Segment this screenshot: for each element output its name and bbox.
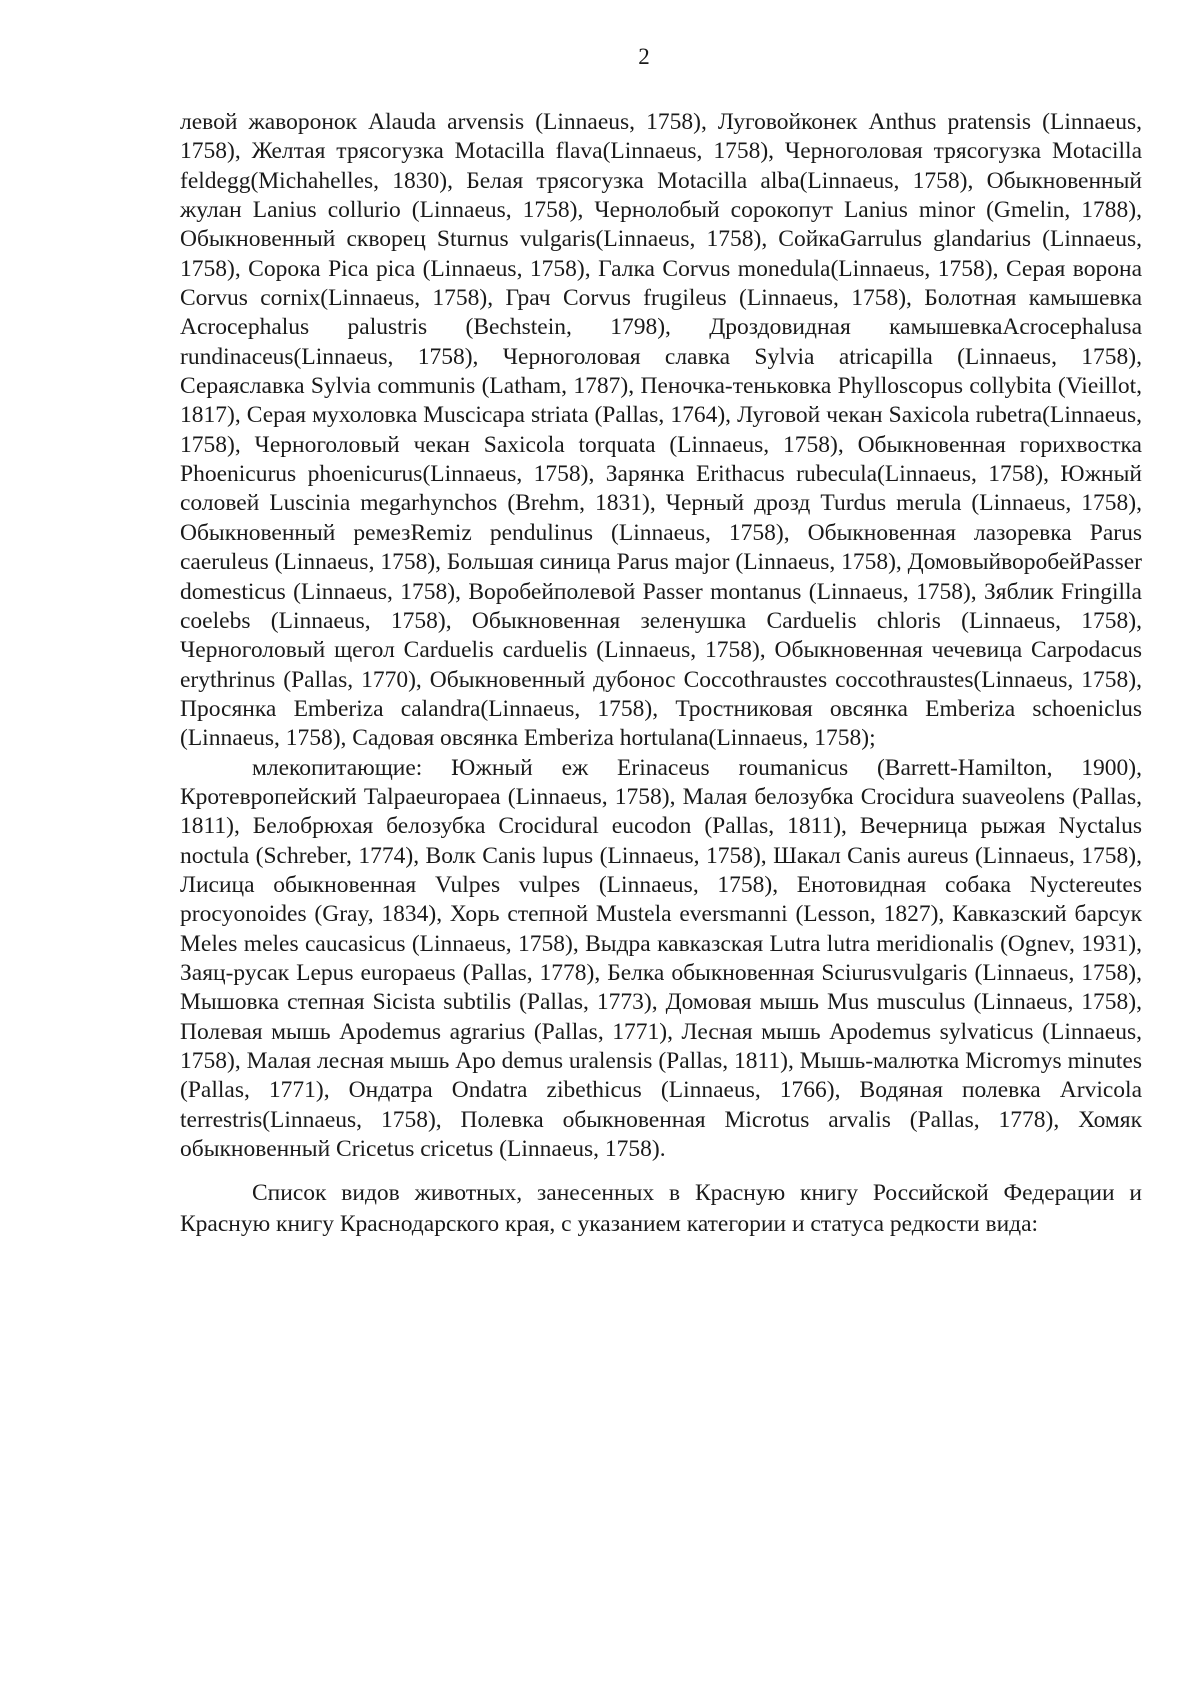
- body-text: [180, 108, 1142, 1239]
- mammals-species-paragraph: млекопитающие: Южный еж Erinaceus roumanicus (Barrett-Hamilton, 1900), Кротевропейский Talpaeuropaea (Linnaeus, 1758), Малая белозубка Crocidura suaveolens (Pallas, 1811), Белобрюхая белозубка Crocidural eucodon (Pallas, 1811), Вечерница рыжая Nyctalus noctula (Schreber, 1774), Волк Canis lupus (Linnaeus, 1758), Шакал Canis aureus (Linnaeus, 1758), Лисица обыкновенная Vulpes vulpes (Linnaeus, 1758), Енотовидная собака Nyctereutes procyonoides (Gray, 1834), Хорь степной Mustela eversmanni (Lesson, 1827), Кавказский барсук Meles meles caucasicus (Linnaeus, 1758), Выдра кавказская Lutra lutra meridionalis (Ognev, 1931), Заяц-русак Lepus europaeus (Pallas, 1778), Белка обыкновенная Sciurusvulgaris (Linnaeus, 1758), Мышовка степная Sicista subtilis (Pallas, 1773), Домовая мышь Mus musculus (Linnaeus, 1758), Полевая мышь Apodemus agrarius (Pallas, 1771), Лесная мышь Apodemus sylvaticus (Linnaeus, 1758), Малая лесная мышь Apo demus uralensis (Pallas, 1811), Мышь-малютка Micromys minutes (Pallas, 1771), Ондатра Ondatra zibethicus (Linnaeus, 1766), Водяная полевка Arvicola terrestris(Linnaeus, 1758), Полевка обыкновенная Microtus arvalis (Pallas, 1778), Хомяк обыкновенный Cricetus cricetus (Linnaeus, 1758).: [180, 754, 1142, 1163]
- red-book-intro-paragraph: Список видов животных, занесенных в Красную книгу Российской Федерации и Красную книгу Краснодарского края, с указанием категории и статуса редкости вида:: [180, 1180, 1142, 1237]
- birds-species-paragraph: левой жаворонок Alauda arvensis (Linnaeus, 1758), Луговойконек Anthus pratensis (Linnaeus, 1758), Желтая трясогузка Motacilla flava(Linnaeus, 1758), Черноголовая трясогузка Motacilla feldegg(Michahelles, 1830), Белая трясогузка Motacilla alba(Linnaeus, 1758), Обыкновенный жулан Lanius collurio (Linnaeus, 1758), Чернолобый сорокопут Lanius minor (Gmelin, 1788), Обыкновенный скворец Sturnus vulgaris(Linnaeus, 1758), СойкаGarrulus glandarius (Linnaeus, 1758), Сорока Pica pica (Linnaeus, 1758), Галка Corvus monedula(Linnaeus, 1758), Серая ворона Corvus cornix(Linnaeus, 1758), Грач Corvus frugileus (Linnaeus, 1758), Болотная камышевка Acrocephalus palustris (Bechstein, 1798), Дроздовидная камышевкаAcrocephalusa rundinaceus(Linnaeus, 1758), Черноголовая славка Sylvia atricapilla (Linnaeus, 1758), Сераяславка Sylvia communis (Latham, 1787), Пеночка-теньковка Phylloscopus collybita (Vieillot, 1817), Серая мухоловка Muscicapa striata (Pallas, 1764), Луговой чекан Saxicola rubetra(Linnaeus, 1758), Черноголовый чекан Saxicola torquata (Linnaeus, 1758), Обыкновенная горихвостка Phoenicurus phoenicurus(Linnaeus, 1758), Зарянка Erithacus rubecula(Linnaeus, 1758), Южный соловей Luscinia megarhynchos (Brehm, 1831), Черный дрозд Turdus merula (Linnaeus, 1758), Обыкновенный ремезRemiz pendulinus (Linnaeus, 1758), Обыкновенная лазоревка Parus caeruleus (Linnaeus, 1758), Большая синица Parus major (Linnaeus, 1758), ДомовыйворобейPasser domesticus (Linnaeus, 1758), Воробейполевой Passer montanus (Linnaeus, 1758), Зяблик Fringilla coelebs (Linnaeus, 1758), Обыкновенная зеленушка Carduelis chloris (Linnaeus, 1758), Черноголовый щегол Carduelis carduelis (Linnaeus, 1758), Обыкновенная чечевица Carpodacus erythrinus (Pallas, 1770), Обыкновенный дубонос Coccothraustes coccothraustes(Linnaeus, 1758), Просянка Emberiza calandra(Linnaeus, 1758), Тростниковая овсянка Emberiza schoeniclus (Linnaeus, 1758), Садовая овсянка Emberiza hortulana(Linnaeus, 1758);: [180, 109, 1142, 752]
- page-number: 2: [638, 44, 650, 69]
